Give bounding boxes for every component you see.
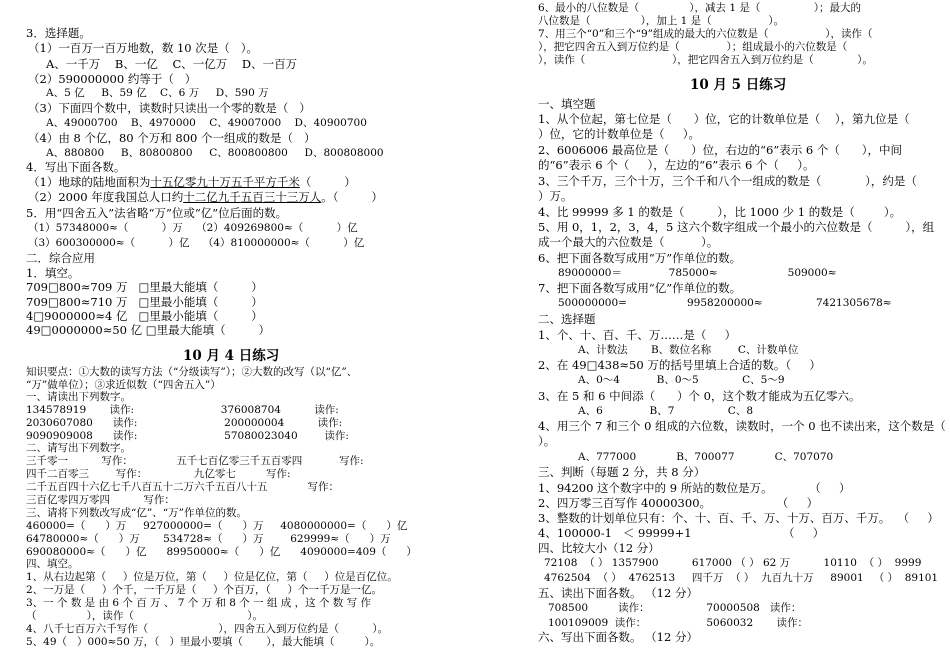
text-line-left-8: A、880800 B、80800800 C、800800800 D、800808000 — [46, 147, 384, 159]
text-line-right-14: 5、用 0，1，2，3，4，5 这六个数字组成一个最小的六位数是（ ），组 — [538, 220, 935, 234]
text-line-right-1: 八位数是（ ），加上 1 是（ ）。 — [538, 15, 785, 27]
text-line-right-6: 一、填空题 — [538, 97, 596, 111]
text-line-left-0: 3．选择题。 — [26, 26, 91, 40]
text-line-left-17: 709□800≈709 万 □里最大能填（ ） — [26, 280, 263, 294]
text-line-left-32: 三百亿零四万零四 写作： — [26, 494, 175, 506]
text-line-right-25: 3、在 5 和 6 中间添（ ）个 0，这个数才能成为五亿零六。 — [538, 389, 861, 403]
text-line-left-13: （1）57348000≈（ ）万 （2）409269800≈（ ）亿 — [28, 222, 358, 234]
text-line-right-30: 三、判断（每题 2 分，共 8 分） — [538, 465, 706, 479]
section-heading-right-5: 10 月 5 日练习 — [690, 77, 787, 93]
text-line-right-41: 六、写出下面各数。 （12 分） — [538, 630, 698, 644]
text-line-left-27: 9090909008 读作: 57080023040 读作: — [26, 430, 349, 442]
text-line-left-30: 四千二百零三 写作： 九亿零七 写作: — [26, 468, 291, 480]
text-line-right-17: 89000000＝ 785000≈ 509000≈ — [558, 267, 837, 279]
text-line-left-25: 134578919 读作: 376008704 读作: — [26, 404, 339, 416]
text-line-left-2: A、一千万 B、一亿 C、一亿万 D、一百万 — [46, 57, 298, 71]
text-line-right-37: 4762504 （ ） 4762513 四千万 （ ） 九百九十万 89001 （ ） 89101 — [544, 572, 939, 584]
text-line-right-31: 1、94200 这个数字中的 9 所站的数位是万。 （ ） — [538, 481, 851, 495]
text-line-left-16: 1．填空。 — [26, 266, 80, 280]
text-line-right-27: 4、用三个 7 和三个 0 组成的六位数，读数时，一个 0 也不读出来，这个数是（ — [538, 419, 946, 433]
text-line-left-24: 一、请读出下列数字。 — [26, 391, 131, 403]
text-line-left-23: “万”做单位）；③求近似数（“四舍五入”） — [26, 379, 221, 391]
text-line-left-35: 64780000≈（ ）万 534728≈（ ）万 629999≈（ ）万 — [26, 533, 391, 545]
text-line-left-1: （1）一百万一百万地数，数 10 次是（ ）。 — [28, 41, 258, 55]
text-line-left-19: 4□9000000≈4 亿 □里最小能填（ ） — [26, 309, 263, 323]
text-line-right-39: 708500 读作： 70000508 读作： — [548, 602, 802, 614]
text-line-right-33: 3、整数的计划单位只有：个、十、百、千、万、十万、百万、千万。 （ ） — [538, 511, 939, 525]
text-line-left-22: 知识要点：①大数的读写方法（“分级读写”）；②大数的改写（以“亿”、 — [26, 366, 358, 378]
text-line-right-35: 四、比较大小（12 分） — [538, 541, 660, 555]
text-line-left-39: 2、一万是（ ）个千，一千万是（ ）个百万，（ ）个一千万是一亿。 — [26, 584, 382, 596]
text-line-left-15: 二．综合应用 — [26, 251, 95, 265]
text-line-right-19: 500000000= 9958200000≈ 7421305678≈ — [558, 297, 892, 309]
text-line-left-38: 1、从右边起第（ ）位是万位，第（ ）位是亿位，第（ ）位是百亿位。 — [26, 571, 398, 583]
text-line-left-26: 2030607080 读作: 200000004 读作: — [26, 417, 343, 429]
text-line-right-16: 6、把下面各数写成用“万”作单位的数。 — [538, 251, 742, 265]
text-line-left-40: 3、一 个 数 是 由 6 个 百 万 、 7 个 万 和 8 个 一 组 成 ，这 个 数 写 作 — [26, 597, 371, 609]
text-line-left-28: 二、请写出下列数字。 — [26, 442, 131, 454]
text-line-right-38: 五、读出下面各数。 （12 分） — [538, 586, 698, 600]
section-heading-left-21: 10 月 4 日练习 — [183, 348, 280, 364]
text-line-right-20: 二、选择题 — [538, 312, 596, 326]
text-line-right-10: 的“6”表示 6 个（ ），左边的“6”表示 6 个（ ）。 — [538, 158, 815, 172]
text-line-left-5: （3）下面四个数中，读数时只读出一个零的数是（ ） — [28, 101, 311, 115]
text-line-left-7: （4）由 8 个亿，80 个万和 800 个一组成的数是（ ） — [28, 131, 316, 145]
text-line-right-12: ）万。 — [538, 189, 573, 203]
text-line-left-33: 三、请将下列数改写成“亿”、“万”作单位的数。 — [26, 507, 247, 519]
text-line-left-36: 690080000≈（ ）亿 89950000≈（ ）亿 4090000=409（ ） — [26, 546, 417, 558]
text-line-right-18: 7、把下面各数写成用“亿”作单位的数。 — [538, 281, 742, 295]
text-line-left-11: （2）2000 年度我国总人口约十二亿九千五百三十三万人。（ ） — [28, 190, 383, 204]
text-line-right-7: 1、从个位起，第七位是（ ）位，它的计数单位是（ ），第九位是（ — [538, 112, 910, 126]
text-line-right-22: A、计数法 B、数位名称 C、计数单位 — [578, 344, 799, 356]
text-line-left-20: 49□0000000≈50 亿 □里最大能填（ ） — [26, 323, 271, 337]
text-line-right-24: A、0～4 B、0～5 C、5～9 — [578, 374, 785, 386]
text-line-left-6: A、49000700 B、4970000 C、49007000 D、40900700 — [46, 117, 367, 129]
text-line-left-43: 5、49（ ）000≈50 万，（ ）里最小要填（ ），最大能填（ ）。 — [26, 636, 381, 648]
text-line-right-36: 72108 （ ） 1357900 617000 （ ） 62 万 10110 （ ） 9999 — [544, 557, 922, 569]
text-line-right-15: 成一个最大的六位数是（ ）。 — [538, 235, 719, 249]
text-line-right-3: ），把它四舍五入到万位约是（ ）；组成最小的六位数是（ — [538, 41, 848, 53]
text-line-right-9: 2、6006006 最高位是（ ）位，右边的“6”表示 6 个（ ），中间 — [538, 143, 903, 157]
text-line-right-29: A、777000 B、700077 C、707070 — [578, 451, 834, 463]
text-line-left-14: （3）600300000≈（ ）亿 （4）810000000≈（ ）亿 — [28, 237, 365, 249]
text-line-left-42: 4、八千七百万六千写作（ ），四舍五入到万位约是（ ）。 — [26, 623, 389, 635]
text-line-left-18: 709□800≈710 万 □里最小能填（ ） — [26, 295, 263, 309]
text-line-right-23: 2、在 49□438≈50 万的括号里填上合适的数。（ ） — [538, 358, 821, 372]
text-line-left-29: 三千零一 写作： 五千七百亿零三千五百零四 写作: — [26, 455, 364, 467]
text-line-left-10: （1）地球的陆地面积为十五亿零九十万五千平方千米（ ） — [28, 175, 356, 189]
text-line-right-26: A、6 B、7 C、8 — [578, 405, 754, 417]
text-line-left-34: 460000=（ ）万 927000000=（ ）万 4080000000=（ ）亿 — [26, 520, 408, 532]
text-line-right-32: 2、四万零三百写作 40000300。 （ ） — [538, 496, 819, 510]
text-line-left-37: 四、填空。 — [26, 558, 79, 570]
text-line-right-28: ）。 — [538, 434, 556, 448]
text-line-right-34: 4、100000-1 ＜ 99999+1 （ ） — [538, 526, 825, 540]
text-line-right-4: ），读作（ ），把它四舍五入到万位约是（ ）。 — [538, 54, 873, 66]
text-line-left-9: 4．写出下面各数。 — [26, 160, 126, 174]
text-line-right-13: 4、比 99999 多 1 的数是（ ），比 1000 少 1 的数是（ ）。 — [538, 205, 902, 219]
text-line-left-4: A、5 亿 B、59 亿 C、6 万 D、590 万 — [46, 87, 269, 99]
text-line-right-2: 7、用三个“0”和三个“9”组成的最大的六位数是（ ），读作（ — [538, 28, 873, 40]
text-line-right-0: 6、最小的八位数是（ ），减去 1 是（ ）；最大的 — [538, 2, 862, 14]
text-line-right-8: ）位，它的计数单位是（ ）。 — [538, 127, 701, 141]
text-line-left-3: （2）590000000 约等于（ ） — [28, 72, 197, 86]
text-line-left-12: 5．用“四舍五入”法省略“万”位或“亿”位后面的数。 — [26, 206, 288, 220]
text-line-left-31: 二千五百四十六亿七千八百五十二万六千五百八十五 写作： — [26, 481, 340, 493]
text-line-right-11: 3、三个千万，三个十万，三个千和八个一组成的数是（ ），约是（ — [538, 174, 917, 188]
text-line-left-41: （ ），读作（ ）。 — [26, 610, 264, 622]
text-line-right-21: 1、个、十、百、千、万……是（ ） — [538, 328, 737, 342]
text-line-right-40: 100109009 读作： 5060032 读作： — [548, 617, 809, 629]
